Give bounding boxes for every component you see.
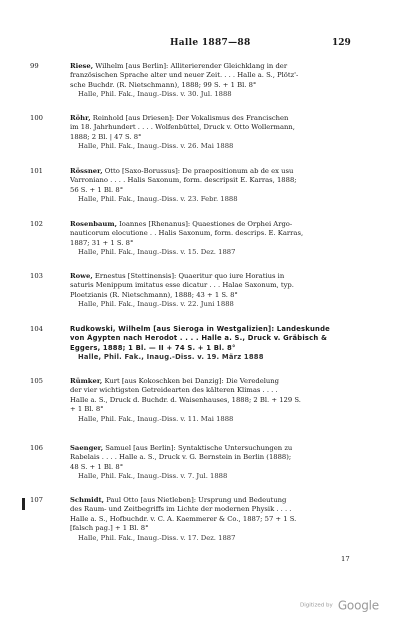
entry-number: 101 [30, 167, 43, 175]
line-text: Halle, Phil. Fak., Inaug.-Diss. v. 17. Dez. 1887 [78, 533, 236, 542]
author-name: Saenger, [70, 444, 104, 452]
digitized-by-google-watermark [300, 595, 379, 614]
entry-number: 99 [30, 62, 39, 70]
line-text: Wilhelm [aus Sieroga in Westgalizien]: Landeskunde [115, 325, 330, 333]
entry-line [70, 463, 368, 472]
line-text: Halle, Phil. Fak., Inaug.-Diss. v. 22. Juni 1888 [78, 300, 234, 309]
entry-text [70, 496, 368, 543]
entry-text [70, 220, 368, 258]
entry-line [70, 377, 368, 386]
entry-line [70, 334, 368, 343]
author-name: Rössner, [70, 167, 103, 175]
signature-mark: 17 [341, 555, 350, 563]
entry-line [70, 176, 368, 185]
line-text: Ioannes [Rhenanus]: Quaestiones de Orphei Argo- [116, 220, 293, 228]
entry-line [70, 405, 368, 414]
entry-text [70, 444, 368, 482]
dissertation-note [70, 415, 368, 424]
entry-number: 107 [30, 496, 43, 504]
line-text: nauticorum elocutione . . Halis Saxonum, form. descrips. E. Karras, [70, 229, 304, 238]
entry-line [70, 81, 368, 90]
dissertation-note [70, 353, 368, 362]
entry-text [70, 114, 368, 152]
entry-number: 100 [30, 114, 43, 122]
entry-line [70, 496, 368, 505]
entry-line [70, 505, 368, 514]
entry-line [70, 396, 368, 405]
page-header [0, 38, 400, 52]
author-name: Rümker, [70, 377, 103, 385]
line-text: Halle, Phil. Fak., Inaug.-Diss. v. 19. März 1888 [78, 353, 264, 362]
line-text: Eggers, 1888; 1 Bl. — II + 74 S. + 1 Bl. 8° [70, 343, 236, 352]
google-logo: Google [337, 598, 379, 613]
line-text: + 1 Bl. 8° [70, 405, 104, 414]
author-name: Röhr, [70, 114, 91, 122]
entry-line [70, 453, 368, 462]
entry-line [70, 515, 368, 524]
entry-text [70, 377, 368, 424]
entry-line [70, 272, 368, 281]
line-text: Halle, Phil. Fak., Inaug.-Diss. v. 26. Mai 1888 [78, 142, 234, 151]
dissertation-note [70, 195, 368, 204]
line-text: sche Buchdr. (R. Nietschmann), 1888; 99 S. + 1 Bl. 8° [70, 80, 257, 89]
line-text: Kurt [aus Kokoschken bei Danzig]: Die Veredelung [102, 377, 279, 385]
line-text: von Ägypten nach Herodot . . . . Halle a. S., Druck v. Gräbisch & [70, 334, 328, 343]
entry-line [70, 220, 368, 229]
dissertation-note [70, 90, 368, 99]
author-name: Rowe, [70, 272, 93, 280]
line-text: französischen Sprache alter und neuer Zeit. . . . Halle a. S., Plötz'- [70, 71, 299, 80]
entry-line [70, 71, 368, 80]
entry-line [70, 444, 368, 453]
line-text: Wilhelm [aus Berlin]: Alliterierender Gleichklang in der [93, 62, 288, 70]
entry-number: 103 [30, 272, 43, 280]
author-name: Rudkowski, [70, 325, 116, 333]
dissertation-note [70, 472, 368, 481]
line-text: Halle a. S., Druck d. Buchdr. d. Waisenhauses, 1888; 2 Bl. + 129 S. [70, 395, 301, 404]
author-name: Schmidt, [70, 496, 105, 504]
line-text: Rabelais . . . . Halle a. S., Druck v. G. Bernstein in Berlin (1888); [70, 453, 292, 462]
line-text: Ernestus [Stettinensis]: Quaeritur quo iure Horatius in [92, 272, 285, 280]
dissertation-note [70, 248, 368, 257]
dissertation-note [70, 142, 368, 151]
entry-number: 106 [30, 444, 43, 452]
entry-line [70, 114, 368, 123]
entry-line [70, 62, 368, 71]
entry-line [70, 344, 368, 353]
dissertation-note [70, 534, 368, 543]
entry-line [70, 386, 368, 395]
line-text: des Raum- und Zeitbegriffs im Lichte der modernen Physik . . . . [70, 505, 292, 514]
entry-line [70, 167, 368, 176]
entry-line [70, 123, 368, 132]
entry-number: 105 [30, 377, 43, 385]
entry-text [70, 325, 368, 363]
entry-text [70, 272, 368, 310]
line-text: Paul Otto [aus Nietleben]: Ursprung und Bedeutung [104, 496, 287, 504]
entry-line [70, 229, 368, 238]
dissertation-note [70, 300, 368, 309]
entry-text [70, 167, 368, 205]
entry-line [70, 325, 368, 334]
margin-mark [22, 498, 25, 510]
line-text: Samuel [aus Berlin]: Syntaktische Untersuchungen zu [103, 444, 293, 452]
line-text: im 18. Jahrhundert . . . . Wolfenbüttel, Druck v. Otto Wollermann, [70, 123, 295, 132]
author-name: Riese, [70, 62, 94, 70]
author-name: Rosenbaum, [70, 220, 117, 228]
entry-line [70, 133, 368, 142]
entry-line [70, 524, 368, 533]
entry-line [70, 239, 368, 248]
entry-text [70, 62, 368, 100]
line-text: der vier wichtigsten Getreidearten des kälteren Klimas . . . . [70, 386, 278, 395]
entry-line [70, 186, 368, 195]
line-text: 48 S. + 1 Bl. 8° [70, 462, 124, 471]
line-text: Halle, Phil. Fak., Inaug.-Diss. v. 23. Febr. 1888 [78, 195, 238, 204]
line-text: Halle, Phil. Fak., Inaug.-Diss. v. 11. Mai 1888 [78, 414, 234, 423]
line-text: Halle a. S., Hofbuchdr. v. C. A. Kaemmerer & Co., 1887; 57 + 1 S. [70, 514, 297, 523]
entry-number: 102 [30, 220, 43, 228]
line-text: 1888; 2 Bl. | 47 S. 8° [70, 132, 142, 141]
line-text: Halle, Phil. Fak., Inaug.-Diss. v. 15. Dez. 1887 [78, 248, 236, 257]
line-text: 56 S. + 1 Bl. 8° [70, 185, 124, 194]
line-text: Reinhold [aus Driesen]: Der Vokalismus des Francischen [90, 114, 289, 122]
line-text: Halle, Phil. Fak., Inaug.-Diss. v. 30. Jul. 1888 [78, 90, 232, 99]
line-text: Otto [Saxo-Borussus]: De praepositionum ab de ex usu [102, 167, 294, 175]
page-number: 129 [332, 38, 351, 48]
line-text: saturis Menippum imitatus esse dicatur . . . Halae Saxonum, typ. [70, 281, 294, 290]
entry-number: 104 [30, 325, 43, 333]
line-text: Ploetzianis (R. Nietschmann), 1888; 43 + 1 S. 8° [70, 290, 238, 299]
running-title: Halle 1887—88 [170, 38, 251, 48]
line-text: Varroniano . . . . Halis Saxonum, form. descripsit E. Karras, 1888; [70, 176, 297, 185]
watermark-prefix: Digitized by [300, 602, 333, 609]
entry-line [70, 291, 368, 300]
entry-line [70, 281, 368, 290]
line-text: [falsch pag.] + 1 Bl. 8° [70, 524, 149, 533]
line-text: Halle, Phil. Fak., Inaug.-Diss. v. 7. Jul. 1888 [78, 472, 228, 481]
line-text: 1887; 31 + 1 S. 8° [70, 238, 134, 247]
